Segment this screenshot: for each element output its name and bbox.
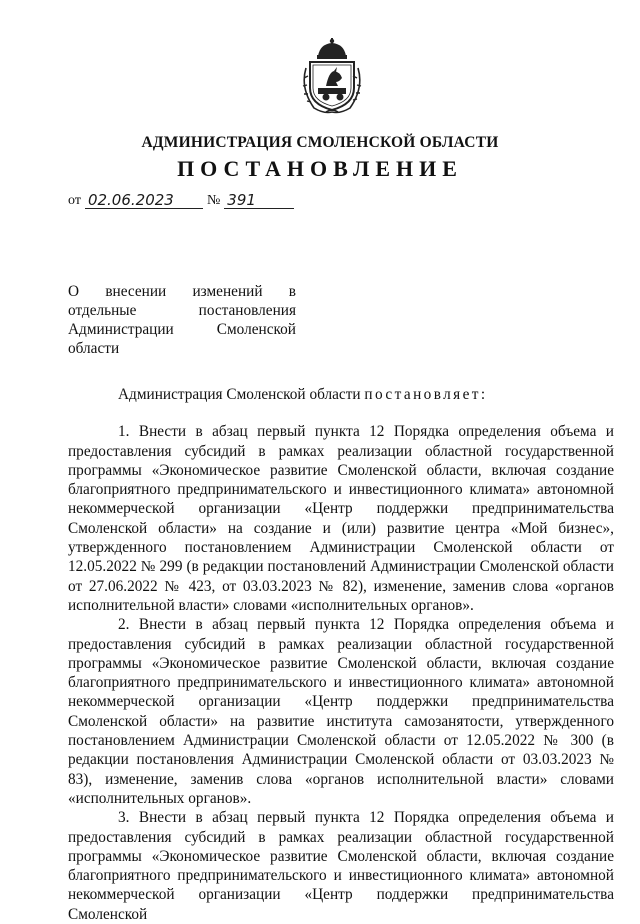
handwritten-date: 02.06.2023 (85, 192, 203, 209)
document-type-heading: ПОСТАНОВЛЕНИЕ (177, 156, 463, 181)
date-prefix: от (68, 193, 81, 208)
paragraph-2: 2. Внести в абзац первый пункта 12 Порядка определения объема и предоставления субсидий в рамках реализации областной государственной программы «Экономическое развитие Смоленской области, включая создание благоприятного предпринимательского и инвестиционного климата» автономной некоммерческой организации «Центр поддержки предпринимательства Смоленской области» на развитие института самозанятости, утвержденного постановлением Администрации Смоленской области от 12.05.2022 № 300 (в редакции постановления Администрации Смоленской области от 03.03.2023 № 83), изменение, заменив слова «органов исполнительной власти» словами «исполнительных органов». (68, 616, 614, 807)
intro-text: Администрация Смоленской области (118, 386, 365, 403)
date-number-line (68, 192, 294, 209)
document-body (68, 385, 614, 924)
coat-of-arms-icon (296, 38, 368, 114)
organization-title: АДМИНИСТРАЦИЯ СМОЛЕНСКОЙ ОБЛАСТИ (141, 134, 499, 151)
paragraph-3: 3. Внести в абзац первый пункта 12 Порядка определения объема и предоставления субсидий в рамках реализации областной государственной программы «Экономическое развитие Смоленской области, включая создание благоприятного предпринимательского и инвестиционного климата» автономной некоммерческой организации «Центр поддержки предпринимательства Смоленской (68, 809, 614, 923)
intro-decree-word: постановляет: (364, 386, 488, 403)
paragraph-1: 1. Внести в абзац первый пункта 12 Порядка определения объема и предоставления субсидий в рамках реализации областной государственной программы «Экономическое развитие Смоленской области, включая создание благоприятного предпринимательского и инвестиционного климата» автономной некоммерческой организации «Центр поддержки предпринимательства Смоленской области» на создание и (или) развитие центра «Мой бизнес», утвержденного постановлением Администрации Смоленской области от 12.05.2022 № 299 (в редакции постановлений Администрации Смоленской области от 27.06.2022 № 423, от 03.03.2023 № 82), изменение, заменив слова «органов исполнительной власти» словами «исполнительных органов». (68, 423, 614, 614)
number-label: № (206, 193, 221, 208)
handwritten-number: 391 (224, 192, 294, 209)
document-subject: О внесении изменений в отдельные постановления Администрации Смоленской области (68, 283, 296, 357)
intro-paragraph (68, 385, 614, 404)
